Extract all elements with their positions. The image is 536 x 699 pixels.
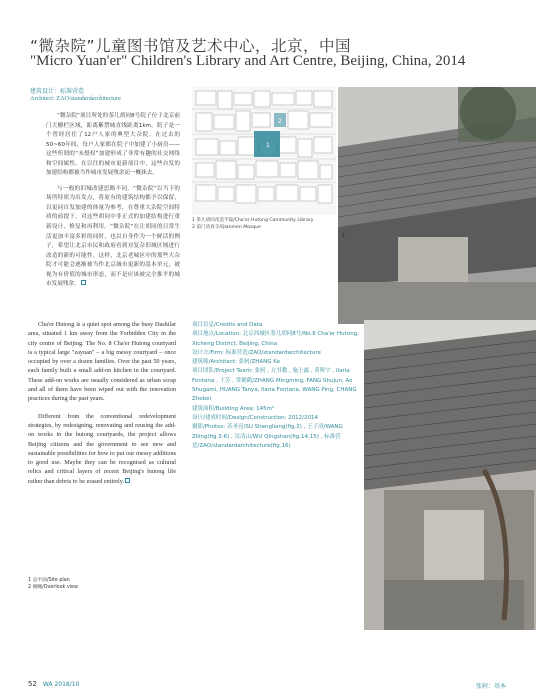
site-plan-image [192,87,336,215]
running-header: 张轲：基本 [475,683,506,690]
architect-credit-chinese: 建筑设计：标准营造 [30,88,85,95]
svg-text:2: 2 [278,118,282,125]
title-chinese: “微杂院”儿童图书馆及艺术中心，北京，中国 [30,37,352,55]
courtyard-overlook-image [338,87,536,324]
chinese-body-text [46,112,180,296]
figure-captions: 1 总平面/Site plan 2 俯瞰/Overlook view [28,578,78,590]
english-paragraph: Different from the conventional redevelopment strategies, by redesigning, renovating and reusing the add-on works in the hutong courtyards, the project allows Beijing citizens and the government to see new and sustainable possibilities for how to put our messy additions to good use. Maybe they can be recognised as cultural relics and critical layers of recent Beijing's hutong life rather than debris to be erased entirely. [28,412,176,485]
journal-issue: WA 2018/10 [42,681,80,688]
roof-tiles-image [364,320,536,630]
roof-photo [364,320,536,630]
site-plan-drawing [192,87,336,215]
english-body-text [28,320,176,494]
map-caption: 1 茶儿胡同改造半镜/Cha'er Hutong Community Library 2 前门清真寺/Qianmen Mosque [192,218,314,230]
page-footer [28,680,79,688]
project-credits: 项目信息/Credits and Data 项目地点/Location: 北京西城区茶儿胡同8号/No.8 Cha'er Hutong, Xicheng District, Beijing, China 设计方/Firm: 标准营造/ZAO/standardarchitecture 建筑师/Architect: 张轲/ZHANG Ke 项目团队/Project Team: 张轲 , 方书教 , 施上露 , 黄辉宇 , Ilaria Fontana , 王芳 , 常鹤鹤/ZHANG Mingming, FANG Shujun, Ao Shugami, HUANG Tanya, Ilaria Fontana, WANG Ping, CHANG Zhebei 建筑面积/Building Area: 145m² 设计/建成时间/Design/Construction: 2012/2014 摄影/Photos: 苏圣亮/SU Shengliang(fig.2) , 王子凌/WANG Ziling(fig.3-6) , 吴清山/WU Qingshan(fig.14,15) , 标准营造/ZAO/standardarchitecture(fig.16) [192,322,359,449]
svg-text:1: 1 [266,142,270,149]
end-mark-icon [81,280,86,285]
title-english: "Micro Yuan'er" Children's Library and Art Centre, Beijing, China, 2014 [30,53,466,69]
chinese-paragraph: “微杂院”项目所处的茶儿胡同8号院子位于北京前门大栅栏区域，距离紫禁城直线距离1km。院子是一个曾经居住了12户人家的典型大杂院。在过去的50~60年间，每户人家都在院子中加建了小厨房——这些所谓的“未授权”加建形成了非常有趣的社交网络和空间属性。在以往的城市更新项目中，这些自发的加建结构都被当作城市发展残余而一概抹去。 [46,113,180,177]
architect-credit-english: Architect: ZAO/standardarchitecture [30,95,121,102]
figure-number-1: 1 [342,233,346,239]
page-number: 52 [28,680,37,688]
english-paragraph: Cha'er Hutong is a quiet spot among the busy Dashilar area, situated 1 km away from the Forbidden City in the city centre of Beijing. The No. 8 Cha'er Hutong courtyard is a typical large "zayuan" – a big messy courtyard – once occupied by over a dozen families. Over the past 50 years, each family built a small add-on kitchen in the courtyard. These add-on works are usually considered as urban scrap and all of them have been wiped out with the renovation practices during the past years. [28,321,176,403]
end-mark-icon [125,478,130,483]
overlook-photo [338,87,536,324]
chinese-paragraph: 与一般的旧城改建思路不同，“微杂院”以当下的场所特质为出发点，将原有的建筑结构都予以保留，以更同自发加建的体量为参考，在尊重大杂院空间特质的前提下，对这些胡同中非正式的加建结构进行重新设计、修复和再利用。“微杂院”在让胡同的日常生活更加丰富多彩的同时，也以自身作为一个鲜活的例子，希望让北京市民和政府看到对复杂旧城区域进行改造的新的可能性。这样，北京老城区中的那些大杂院才可能会逐渐被当作北京城市更新的基本单元，被视为有价值的城市形态，而不是应该被完全推平的城市发展残余。 [46,185,180,288]
